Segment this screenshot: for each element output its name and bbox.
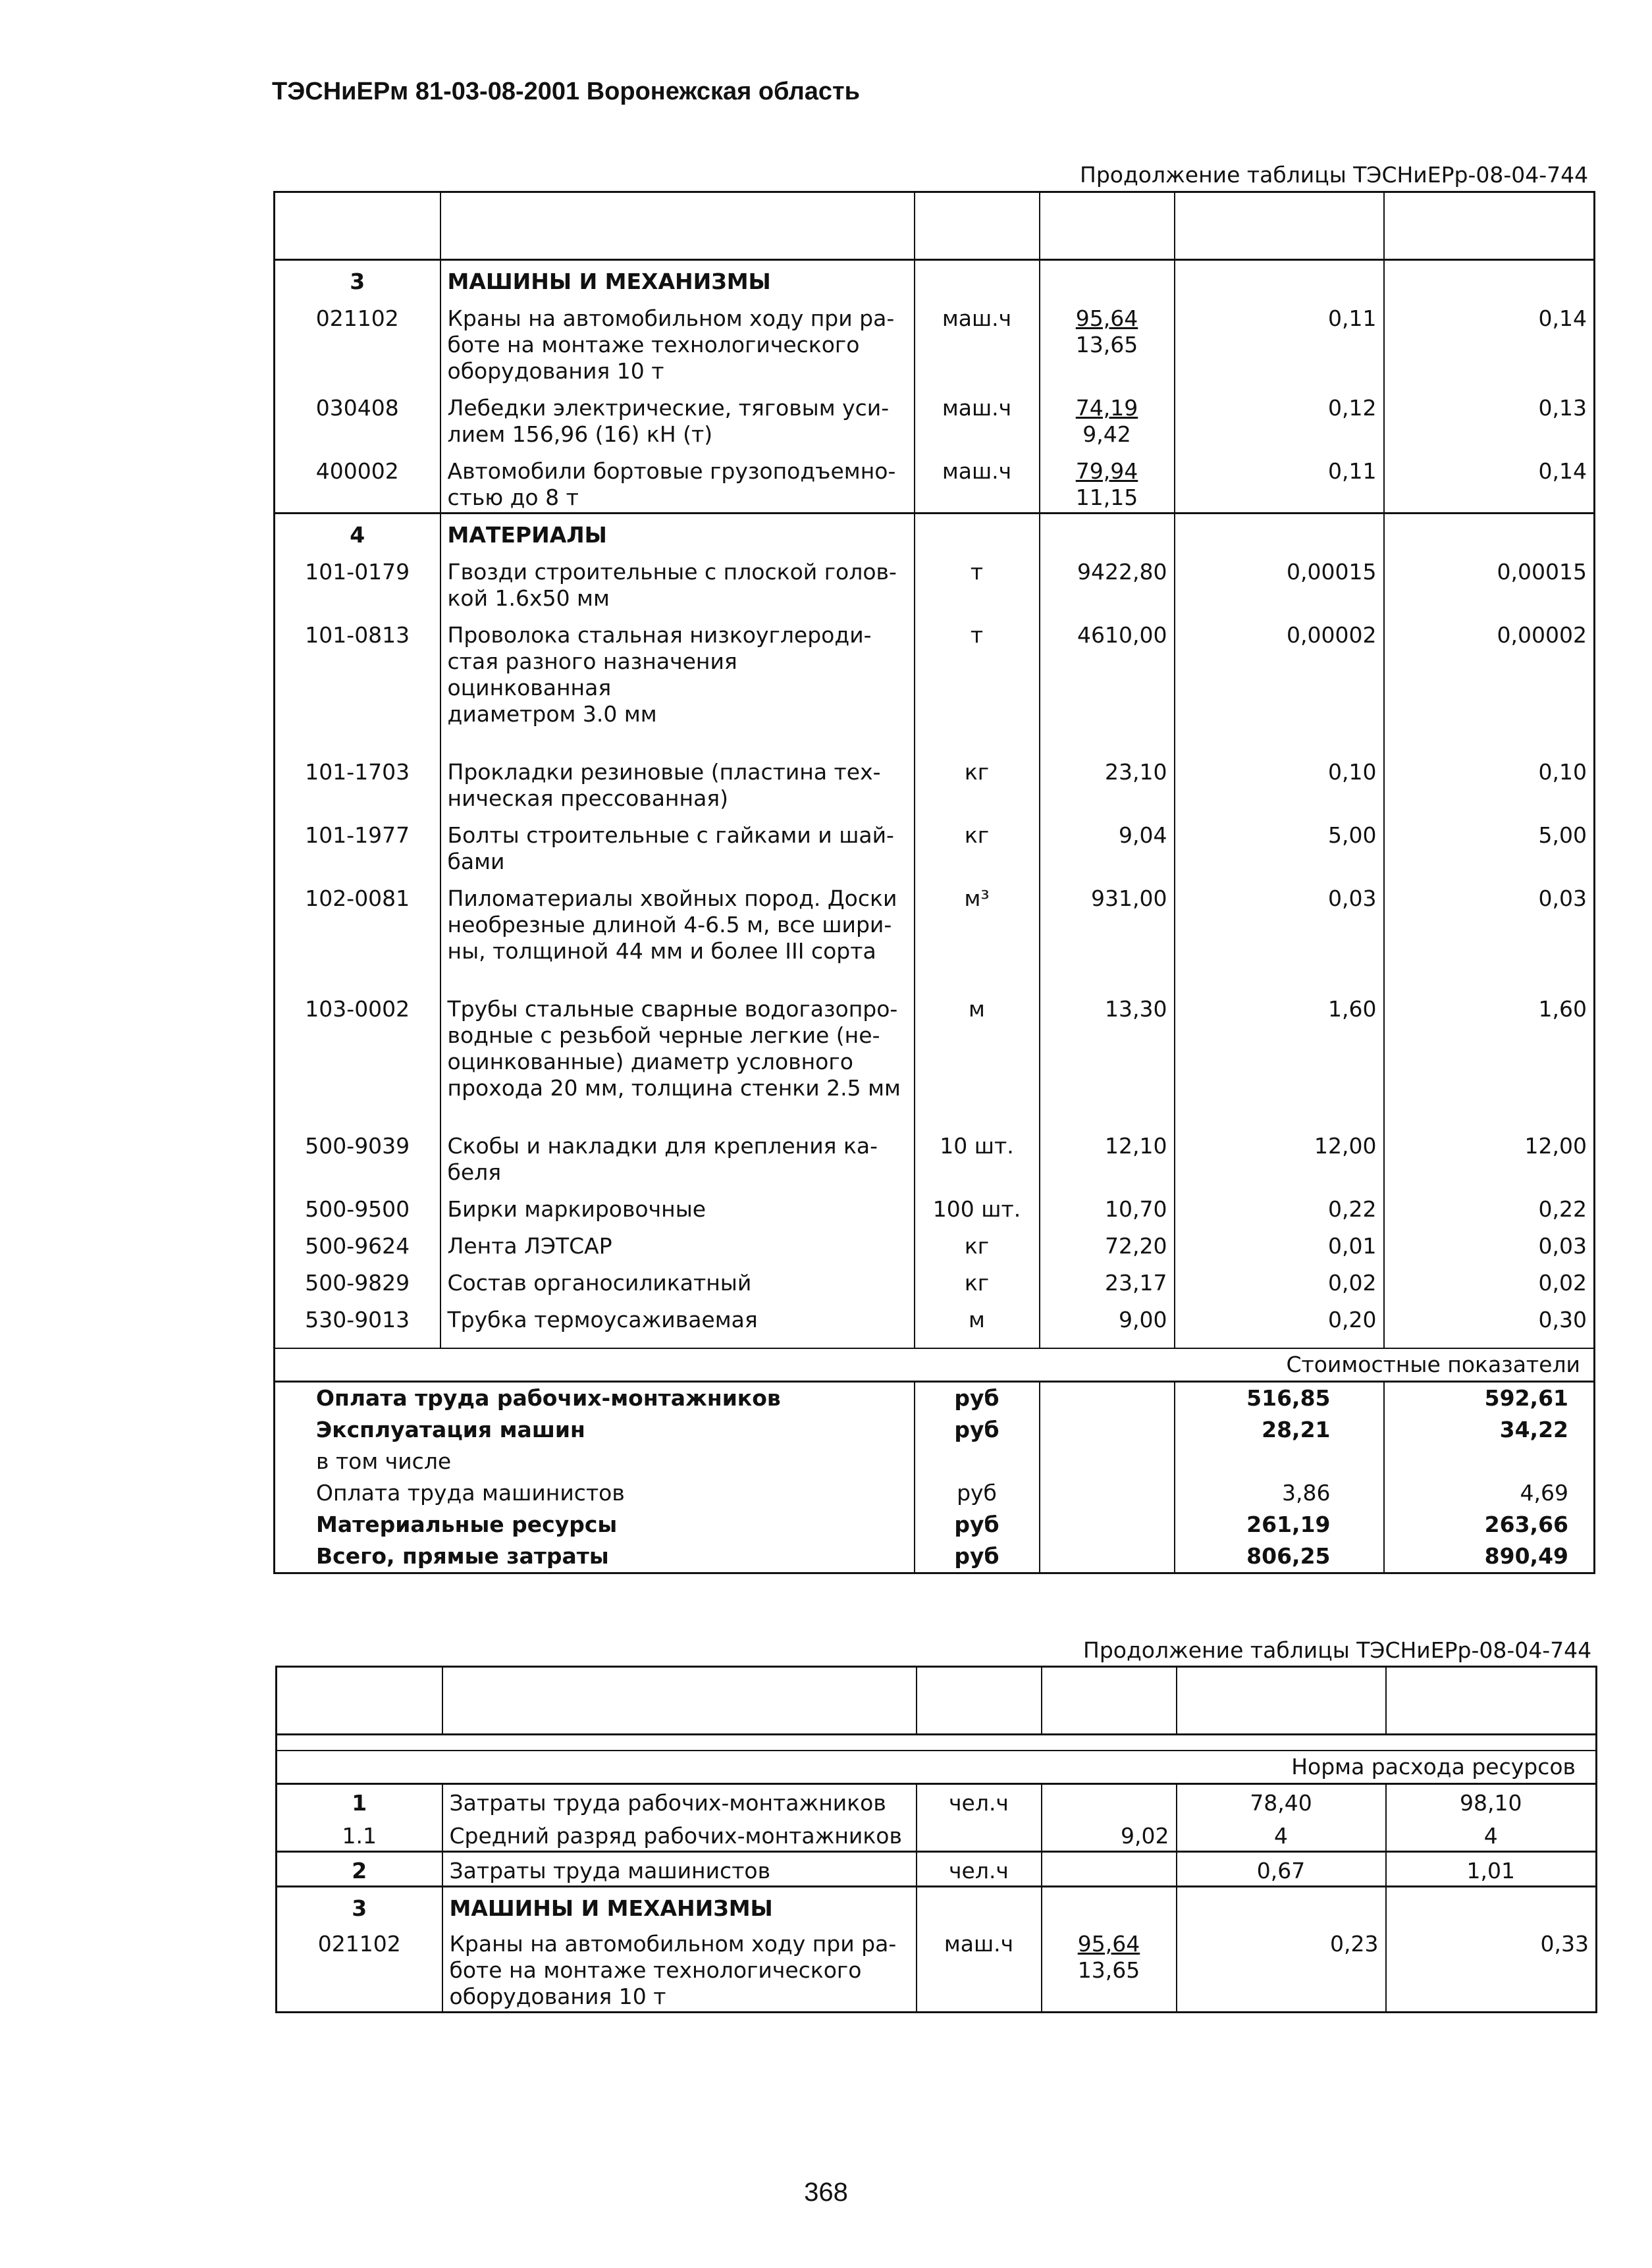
table-header-row bbox=[275, 192, 1595, 260]
cost-value-1: 28,21 bbox=[1175, 1414, 1384, 1446]
empty-cell bbox=[1175, 1334, 1384, 1348]
empty-cell bbox=[1040, 966, 1175, 987]
norm-value-1: 0,11 bbox=[1175, 296, 1384, 386]
base-price-cell bbox=[1040, 449, 1175, 514]
table-row bbox=[277, 1818, 1597, 1852]
unit bbox=[917, 1818, 1042, 1852]
base-price-cell: 9,04 bbox=[1040, 813, 1175, 876]
resource-code: 500-9829 bbox=[305, 1270, 410, 1296]
empty-cell bbox=[440, 966, 915, 987]
table-header-row bbox=[277, 1667, 1597, 1735]
table-row bbox=[275, 1187, 1595, 1224]
blank-row bbox=[275, 1334, 1595, 1348]
base-price-cell: 72,20 bbox=[1040, 1224, 1175, 1261]
base-price-cell: 9422,80 bbox=[1040, 550, 1175, 613]
unit: 10 шт. bbox=[915, 1124, 1040, 1187]
empty-cell bbox=[1175, 1103, 1384, 1124]
resource-code: 1 bbox=[352, 1790, 367, 1816]
cost-unit: руб bbox=[915, 1414, 1040, 1446]
resource-name: Болты строительные с гайками и шай- бами bbox=[440, 813, 915, 876]
norm-value-2: 0,10 bbox=[1384, 750, 1595, 813]
empty-cell bbox=[1384, 966, 1595, 987]
empty-cell bbox=[440, 729, 915, 750]
cost-row bbox=[275, 1382, 1595, 1415]
section-title: МАШИНЫ И МЕХАНИЗМЫ bbox=[440, 260, 915, 297]
cost-value-1: 516,85 bbox=[1175, 1382, 1384, 1415]
empty-cell bbox=[1040, 260, 1175, 297]
unit: чел.ч bbox=[917, 1852, 1042, 1887]
unit: 100 шт. bbox=[915, 1187, 1040, 1224]
empty-cell bbox=[1040, 1414, 1175, 1446]
cost-row bbox=[275, 1477, 1595, 1509]
table2-continuation-label: Продолжение таблицы ТЭСНиЕРр-08-04-744 bbox=[1083, 1637, 1592, 1663]
resource-code: 400002 bbox=[315, 458, 399, 484]
column-header bbox=[440, 192, 915, 260]
norm-value-2: 0,14 bbox=[1384, 449, 1595, 514]
base-price-cell: 12,10 bbox=[1040, 1124, 1175, 1187]
resource-name: Пиломатериалы хвойных пород. Доски необрезные длиной 4-6.5 м, все шири- ны, толщиной 44 мм и более III сорта bbox=[440, 876, 915, 966]
cost-value-1: 3,86 bbox=[1175, 1477, 1384, 1509]
base-price: 9,02 bbox=[1042, 1818, 1177, 1852]
empty-cell bbox=[1384, 1103, 1595, 1124]
empty-cell bbox=[1175, 966, 1384, 987]
page-number: 368 bbox=[804, 2178, 848, 2207]
unit: кг bbox=[915, 813, 1040, 876]
norm-value-2: 12,00 bbox=[1384, 1124, 1595, 1187]
cost-row bbox=[275, 1414, 1595, 1446]
norm-value-2: 0,30 bbox=[1384, 1298, 1595, 1334]
base-price-cell: 10,70 bbox=[1040, 1187, 1175, 1224]
base-price bbox=[1042, 1784, 1177, 1818]
empty-cell bbox=[275, 729, 440, 750]
resource-name: Скобы и накладки для крепления ка- беля bbox=[440, 1124, 915, 1187]
base-price: 74,19 bbox=[1075, 395, 1138, 421]
table-row bbox=[275, 987, 1595, 1103]
unit: чел.ч bbox=[917, 1784, 1042, 1818]
table-row bbox=[275, 876, 1595, 966]
cost-row bbox=[275, 1446, 1595, 1477]
table-row bbox=[275, 296, 1595, 386]
norm-value-2: 0,13 bbox=[1384, 386, 1595, 449]
unit: маш.ч bbox=[917, 1923, 1042, 2013]
resource-name: Гвозди строительные с плоской голов- кой 1.6x50 мм bbox=[440, 550, 915, 613]
cost-value-2: 890,49 bbox=[1384, 1541, 1595, 1573]
cost-label: Материальные ресурсы bbox=[316, 1512, 618, 1537]
resource-name: Состав органосиликатный bbox=[440, 1261, 915, 1298]
resource-name: Краны на автомобильном ходу при ра- боте на монтаже технологического оборудования 10 т bbox=[442, 1923, 917, 2013]
empty-cell bbox=[917, 1735, 1042, 1751]
table-row bbox=[277, 1784, 1597, 1818]
empty-cell bbox=[1040, 1446, 1175, 1477]
table-row bbox=[275, 449, 1595, 514]
table-row bbox=[275, 550, 1595, 613]
resource-name: Трубка термоусаживаемая bbox=[440, 1298, 915, 1334]
cost-value-2: 4,69 bbox=[1384, 1477, 1595, 1509]
norm-value-2: 0,00015 bbox=[1384, 550, 1595, 613]
cost-indicators-header bbox=[275, 1348, 1595, 1382]
cost-indicators-label: Стоимостные показатели bbox=[275, 1348, 1595, 1382]
base-price bbox=[1042, 1852, 1177, 1887]
table1-continuation-label: Продолжение таблицы ТЭСНиЕРр-08-04-744 bbox=[1080, 162, 1589, 188]
cost-value-2: 263,66 bbox=[1384, 1509, 1595, 1541]
unit: т bbox=[915, 550, 1040, 613]
resource-code: 101-0179 bbox=[305, 559, 410, 585]
empty-cell bbox=[1386, 1735, 1597, 1751]
base-price-cell bbox=[1042, 1923, 1177, 2013]
resource-code: 530-9013 bbox=[305, 1307, 410, 1332]
resource-name: Прокладки резиновые (пластина тех- ническая прессованная) bbox=[440, 750, 915, 813]
empty-cell bbox=[915, 1103, 1040, 1124]
resource-name: Краны на автомобильном ходу при ра- боте на монтаже технологического оборудования 10 т bbox=[440, 296, 915, 386]
unit: кг bbox=[915, 1224, 1040, 1261]
resource-code: 103-0002 bbox=[305, 996, 410, 1022]
cost-label: Эксплуатация машин bbox=[316, 1417, 585, 1442]
empty-cell bbox=[1384, 260, 1595, 297]
column-header bbox=[1040, 192, 1175, 260]
norm-value-1: 0,22 bbox=[1175, 1187, 1384, 1224]
resource-name: Лебедки электрические, тяговым уси- лием 156,96 (16) кН (т) bbox=[440, 386, 915, 449]
cost-label: Оплата труда машинистов bbox=[316, 1480, 625, 1506]
section-title: МАТЕРИАЛЫ bbox=[440, 514, 915, 550]
cost-label: в том числе bbox=[316, 1448, 452, 1474]
resource-table-1 bbox=[273, 191, 1595, 1574]
table-row bbox=[275, 386, 1595, 449]
empty-cell bbox=[1384, 729, 1595, 750]
norm-value-1: 1,60 bbox=[1175, 987, 1384, 1103]
norm-value-1: 0,03 bbox=[1175, 876, 1384, 966]
column-header bbox=[1386, 1667, 1597, 1735]
resource-code: 030408 bbox=[315, 395, 399, 421]
blank-row bbox=[277, 1735, 1597, 1751]
empty-cell bbox=[440, 1334, 915, 1348]
resource-code: 500-9039 bbox=[305, 1133, 410, 1159]
unit: т bbox=[915, 613, 1040, 729]
cost-label: Всего, прямые затраты bbox=[316, 1543, 609, 1569]
resource-code: 2 bbox=[352, 1858, 367, 1884]
unit: маш.ч bbox=[915, 296, 1040, 386]
resource-name: Автомобили бортовые грузоподъемно- стью до 8 т bbox=[440, 449, 915, 514]
resource-name: Проволока стальная низкоуглероди- стая разного назначения оцинкованная диаметром 3.0 мм bbox=[440, 613, 915, 729]
norm-header-row bbox=[277, 1751, 1597, 1784]
empty-cell bbox=[440, 1103, 915, 1124]
empty-cell bbox=[1040, 1541, 1175, 1573]
resource-code: 101-0813 bbox=[305, 622, 410, 648]
base-price-cell: 9,00 bbox=[1040, 1298, 1175, 1334]
base-price-cell: 13,30 bbox=[1040, 987, 1175, 1103]
column-header bbox=[1175, 192, 1384, 260]
norm-value-2: 0,14 bbox=[1384, 296, 1595, 386]
norm-value-1: 0,00015 bbox=[1175, 550, 1384, 613]
resource-name: Средний разряд рабочих-монтажников bbox=[442, 1818, 917, 1852]
base-price: 79,94 bbox=[1075, 458, 1138, 484]
empty-cell bbox=[1384, 1334, 1595, 1348]
base-price-wages: 13,65 bbox=[1075, 332, 1138, 357]
empty-cell bbox=[1177, 1735, 1386, 1751]
norm-value-2: 1,60 bbox=[1384, 987, 1595, 1103]
base-price-cell: 931,00 bbox=[1040, 876, 1175, 966]
resource-name: Трубы стальные сварные водогазопро- водные с резьбой черные легкие (не- оцинкованные) диаметр условного прохода 20 мм, толщина стенки 2.5 мм bbox=[440, 987, 915, 1103]
section-number: 3 bbox=[277, 1887, 442, 1924]
table-row bbox=[277, 1923, 1597, 2013]
column-header bbox=[442, 1667, 917, 1735]
resource-table-2 bbox=[275, 1666, 1597, 2013]
base-price: 95,64 bbox=[1075, 305, 1138, 331]
spacer-row bbox=[275, 966, 1595, 987]
empty-cell bbox=[1175, 514, 1384, 550]
norm-value-1: 0,20 bbox=[1175, 1298, 1384, 1334]
empty-cell bbox=[917, 1887, 1042, 1924]
table-row bbox=[275, 1124, 1595, 1187]
base-price-wages: 11,15 bbox=[1075, 485, 1138, 510]
resource-code: 021102 bbox=[315, 305, 399, 331]
empty-cell bbox=[1386, 1887, 1597, 1924]
base-price-wages: 9,42 bbox=[1082, 421, 1131, 447]
empty-cell bbox=[1040, 1103, 1175, 1124]
base-price-wages: 13,65 bbox=[1077, 1957, 1140, 1983]
empty-cell bbox=[1175, 260, 1384, 297]
resource-code: 500-9500 bbox=[305, 1196, 410, 1222]
norm-value-2: 4 bbox=[1386, 1818, 1597, 1852]
section-number: 3 bbox=[350, 269, 365, 294]
empty-cell bbox=[1042, 1735, 1177, 1751]
norm-value-1: 4 bbox=[1177, 1818, 1386, 1852]
section-row bbox=[275, 514, 1595, 550]
cost-value-2: 592,61 bbox=[1384, 1382, 1595, 1415]
norm-value-1: 12,00 bbox=[1175, 1124, 1384, 1187]
norm-value-1: 0,67 bbox=[1177, 1852, 1386, 1887]
table-row bbox=[275, 613, 1595, 729]
norm-value-1: 5,00 bbox=[1175, 813, 1384, 876]
empty-cell bbox=[915, 729, 1040, 750]
empty-cell bbox=[1040, 1477, 1175, 1509]
base-price-cell: 23,10 bbox=[1040, 750, 1175, 813]
cost-unit: руб bbox=[915, 1477, 1040, 1509]
table-row bbox=[277, 1852, 1597, 1887]
empty-cell bbox=[1175, 729, 1384, 750]
cost-row bbox=[275, 1541, 1595, 1573]
cost-unit: руб bbox=[915, 1541, 1040, 1573]
empty-cell bbox=[1040, 1509, 1175, 1541]
cost-value-2 bbox=[1384, 1446, 1595, 1477]
empty-cell bbox=[275, 966, 440, 987]
norm-value-1: 0,11 bbox=[1175, 449, 1384, 514]
norm-value-2: 0,00002 bbox=[1384, 613, 1595, 729]
unit: м³ bbox=[915, 876, 1040, 966]
section-row bbox=[275, 260, 1595, 297]
table-row bbox=[275, 750, 1595, 813]
column-header bbox=[1177, 1667, 1386, 1735]
cost-value-2: 34,22 bbox=[1384, 1414, 1595, 1446]
cost-row bbox=[275, 1509, 1595, 1541]
section-row bbox=[277, 1887, 1597, 1924]
norm-value-1: 0,23 bbox=[1177, 1923, 1386, 2013]
empty-cell bbox=[1384, 514, 1595, 550]
table-row bbox=[275, 1224, 1595, 1261]
empty-cell bbox=[1040, 729, 1175, 750]
column-header bbox=[1384, 192, 1595, 260]
resource-name: Бирки маркировочные bbox=[440, 1187, 915, 1224]
norm-value-1: 0,01 bbox=[1175, 1224, 1384, 1261]
column-header bbox=[277, 1667, 442, 1735]
empty-cell bbox=[915, 260, 1040, 297]
empty-cell bbox=[1040, 1334, 1175, 1348]
norm-value-2: 0,33 bbox=[1386, 1923, 1597, 2013]
unit: маш.ч bbox=[915, 449, 1040, 514]
norm-value-1: 78,40 bbox=[1177, 1784, 1386, 1818]
base-price: 95,64 bbox=[1077, 1931, 1140, 1957]
resource-code: 1.1 bbox=[277, 1818, 442, 1852]
resource-code: 021102 bbox=[317, 1931, 401, 1957]
empty-cell bbox=[275, 1103, 440, 1124]
table-row bbox=[275, 1261, 1595, 1298]
table-row bbox=[275, 813, 1595, 876]
empty-cell bbox=[1042, 1887, 1177, 1924]
unit: кг bbox=[915, 750, 1040, 813]
cost-unit: руб bbox=[915, 1509, 1040, 1541]
cost-unit bbox=[915, 1446, 1040, 1477]
section-title: МАШИНЫ И МЕХАНИЗМЫ bbox=[442, 1887, 917, 1924]
resource-name: Затраты труда машинистов bbox=[442, 1852, 917, 1887]
norm-label: Норма расхода ресурсов bbox=[277, 1751, 1597, 1784]
norm-value-2: 98,10 bbox=[1386, 1784, 1597, 1818]
unit: маш.ч bbox=[915, 386, 1040, 449]
norm-value-2: 1,01 bbox=[1386, 1852, 1597, 1887]
unit: кг bbox=[915, 1261, 1040, 1298]
base-price-cell: 4610,00 bbox=[1040, 613, 1175, 729]
empty-cell bbox=[277, 1735, 442, 1751]
norm-value-2: 5,00 bbox=[1384, 813, 1595, 876]
cost-value-1: 806,25 bbox=[1175, 1541, 1384, 1573]
resource-code: 101-1977 bbox=[305, 822, 410, 848]
empty-cell bbox=[915, 1334, 1040, 1348]
base-price-cell bbox=[1040, 386, 1175, 449]
section-number: 4 bbox=[275, 514, 440, 550]
empty-cell bbox=[1040, 1382, 1175, 1415]
norm-value-2: 0,02 bbox=[1384, 1261, 1595, 1298]
resource-code: 102-0081 bbox=[305, 885, 410, 911]
norm-value-1: 0,12 bbox=[1175, 386, 1384, 449]
empty-cell bbox=[915, 514, 1040, 550]
base-price-cell bbox=[1040, 296, 1175, 386]
empty-cell bbox=[275, 1334, 440, 1348]
cost-value-1 bbox=[1175, 1446, 1384, 1477]
spacer-row bbox=[275, 729, 1595, 750]
resource-code: 101-1703 bbox=[305, 759, 410, 785]
table-row bbox=[275, 1298, 1595, 1334]
column-header bbox=[917, 1667, 1042, 1735]
unit: м bbox=[915, 1298, 1040, 1334]
base-price-cell: 23,17 bbox=[1040, 1261, 1175, 1298]
resource-name: Затраты труда рабочих-монтажников bbox=[442, 1784, 917, 1818]
cost-label: Оплата труда рабочих-монтажников bbox=[316, 1385, 781, 1411]
empty-cell bbox=[1040, 514, 1175, 550]
norm-value-1: 0,00002 bbox=[1175, 613, 1384, 729]
column-header bbox=[275, 192, 440, 260]
document-header: ТЭСНиЕРм 81-03-08-2001 Воронежская область bbox=[272, 78, 860, 105]
empty-cell bbox=[1177, 1887, 1386, 1924]
column-header bbox=[1042, 1667, 1177, 1735]
norm-value-2: 0,03 bbox=[1384, 876, 1595, 966]
cost-unit: руб bbox=[915, 1382, 1040, 1415]
cost-value-1: 261,19 bbox=[1175, 1509, 1384, 1541]
empty-cell bbox=[442, 1735, 917, 1751]
spacer-row bbox=[275, 1103, 1595, 1124]
norm-value-1: 0,10 bbox=[1175, 750, 1384, 813]
resource-code: 500-9624 bbox=[305, 1233, 410, 1259]
column-header bbox=[915, 192, 1040, 260]
unit: м bbox=[915, 987, 1040, 1103]
norm-value-1: 0,02 bbox=[1175, 1261, 1384, 1298]
empty-cell bbox=[915, 966, 1040, 987]
resource-name: Лента ЛЭТСАР bbox=[440, 1224, 915, 1261]
norm-value-2: 0,22 bbox=[1384, 1187, 1595, 1224]
norm-value-2: 0,03 bbox=[1384, 1224, 1595, 1261]
